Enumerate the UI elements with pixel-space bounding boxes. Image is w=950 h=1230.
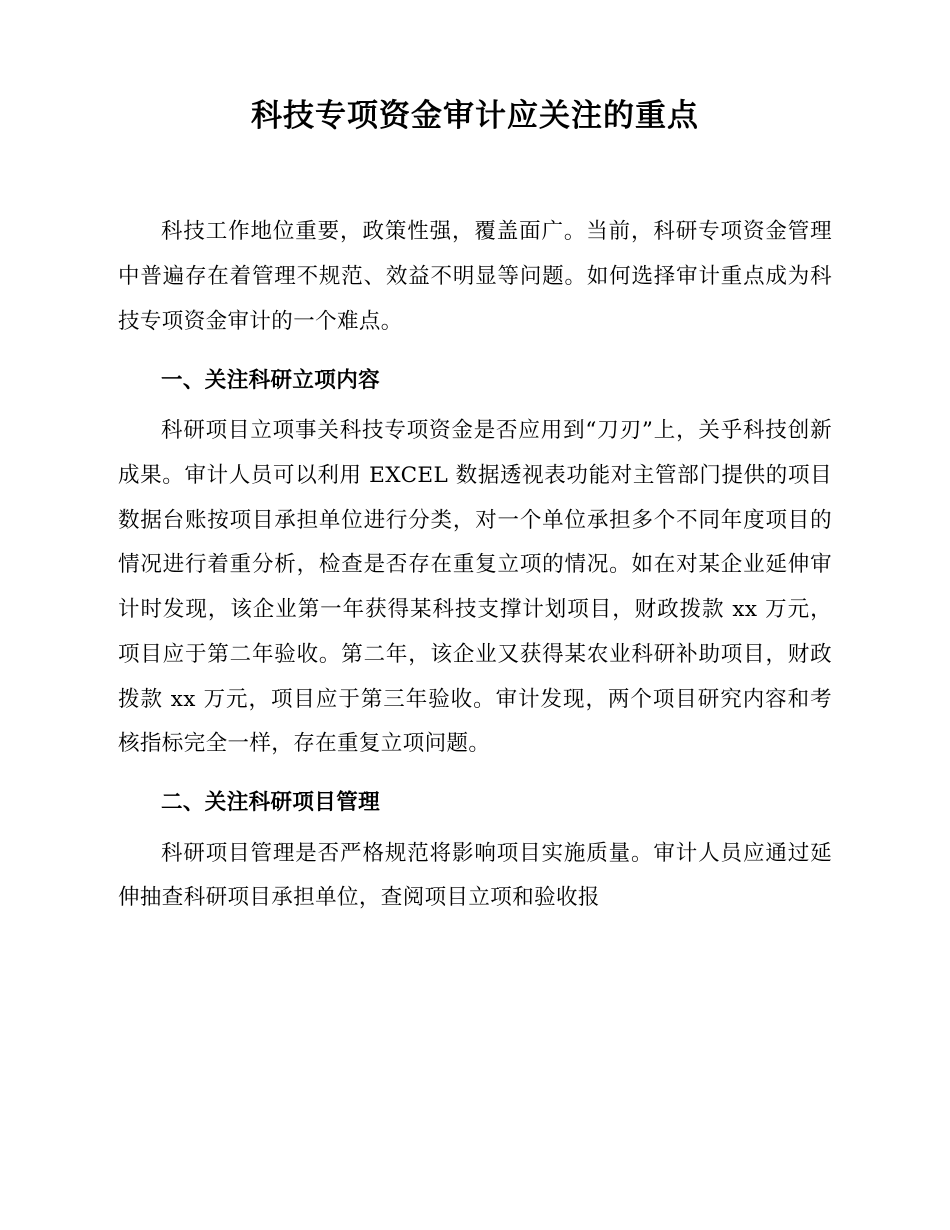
page-title: 科技专项资金审计应关注的重点 bbox=[251, 98, 699, 134]
paragraph-section-one: 科研项目立项事关科技专项资金是否应用到“刀刃”上，关乎科技创新成果。审计人员可以利用 EXCEL 数据透视表功能对主管部门提供的项目数据台账按项目承担单位进行分类，对一个单位承担多个不同年度项目的情况进行着重分析，检查是否存在重复立项的情况。如在对某企业延伸审计时发现，该企业第一年获得某科技支撑计划项目，财政拨款 xx 万元，项目应于第二年验收。第二年，该企业又获得某农业科研补助项目，财政拨款 xx 万元，项目应于第三年验收。审计发现，两个项目研究内容和考核指标完全一样，存在重复立项问题。 bbox=[118, 418, 832, 757]
section-heading-one: 一、关注科研立项内容 bbox=[161, 367, 381, 393]
section-heading-two: 二、关注科研项目管理 bbox=[161, 790, 381, 816]
paragraph-intro: 科技工作地位重要，政策性强，覆盖面广。当前，科研专项资金管理中普遍存在着管理不规范、效益不明显等问题。如何选择审计重点成为科技专项资金审计的一个难点。 bbox=[118, 219, 832, 334]
paragraph-section-two: 科研项目管理是否严格规范将影响项目实施质量。审计人员应通过延伸抽查科研项目承担单位，查阅项目立项和验收报 bbox=[118, 840, 832, 911]
